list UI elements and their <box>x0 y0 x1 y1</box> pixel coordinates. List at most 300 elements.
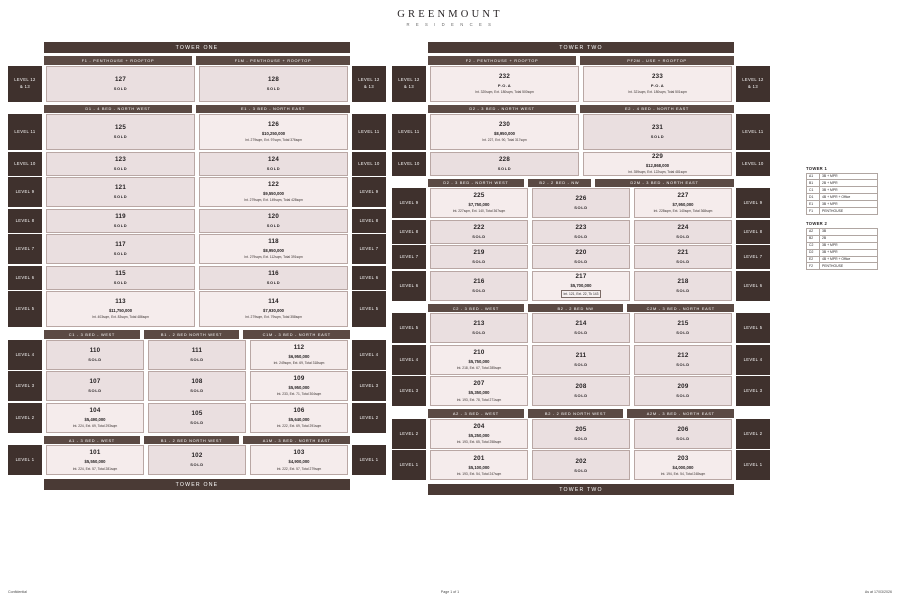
floor-row <box>8 371 386 401</box>
unit-cell[interactable] <box>250 445 348 475</box>
unit-number: 108 <box>191 378 203 386</box>
unit-status: SOLD <box>88 356 102 362</box>
unit-group <box>46 266 348 290</box>
level-label <box>8 266 42 290</box>
group-header: PF2M - USE + ROOFTOP <box>580 56 734 65</box>
level-label-text: LEVEL 9 <box>359 189 379 195</box>
level-label <box>392 450 426 480</box>
unit-status: SOLD <box>676 436 690 442</box>
unit-area: Int. 233, Ext. 71, Total 304sqm <box>276 392 322 397</box>
unit-cell[interactable] <box>634 188 732 218</box>
unit-number: 203 <box>677 454 689 462</box>
unit-area: Int. 321sqm, Ext. 180sqm, Total 501sqm <box>628 89 687 94</box>
unit-status: SOLD <box>190 462 204 468</box>
unit-number: 208 <box>575 383 587 391</box>
level-label <box>352 177 386 207</box>
unit-number: 128 <box>268 75 279 83</box>
level-label-text: LEVEL 12 <box>398 77 420 83</box>
unit-number: 107 <box>89 378 101 386</box>
legend-tower2-desc: 4B + MPR + Office <box>820 256 878 263</box>
unit-price: $8,950,000 <box>263 248 284 254</box>
unit-cell[interactable] <box>199 152 348 176</box>
level-label <box>8 371 42 401</box>
level-label-text: LEVEL 10 <box>14 160 36 166</box>
unit-number: 209 <box>677 383 689 391</box>
brand-header <box>0 0 900 27</box>
group-header: B1 - 2 BED NORTH WEST <box>144 436 240 445</box>
group-header-row <box>428 304 734 313</box>
level-label-text: LEVEL 7 <box>359 246 379 252</box>
unit-cell[interactable] <box>46 291 195 327</box>
unit-price: $5,640,000 <box>288 416 310 422</box>
legend-tower1-code: D1 <box>807 194 820 201</box>
unit-cell[interactable] <box>634 313 732 343</box>
unit-cell[interactable] <box>430 271 528 301</box>
tower-one-banner-top: TOWER ONE <box>44 42 350 53</box>
group-header: F2 - PENTHOUSE + ROOFTOP <box>428 56 576 65</box>
unit-status: SOLD <box>676 233 690 239</box>
unit-number: 224 <box>677 223 689 231</box>
level-label <box>736 271 770 301</box>
level-label-text: LEVEL 3 <box>15 383 35 389</box>
brand-subtitle: R E S I D E N C E S <box>406 22 494 27</box>
floor-row <box>392 245 770 269</box>
level-label-text2: & 13 <box>363 83 375 89</box>
unit-number: 109 <box>293 375 305 383</box>
level-label-text: LEVEL 4 <box>15 351 35 357</box>
level-label-text: LEVEL 4 <box>743 356 763 362</box>
level-label-text: LEVEL 7 <box>399 254 419 260</box>
unit-cell[interactable] <box>634 271 732 301</box>
unit-status: SOLD <box>472 233 486 239</box>
unit-price: $5,550,000 <box>84 459 106 465</box>
group-header: D2M - 3 BED - NORTH EAST <box>595 179 734 188</box>
unit-cell[interactable] <box>430 66 579 102</box>
floor-row <box>8 266 386 290</box>
unit-status: SOLD <box>472 330 486 336</box>
unit-cell[interactable] <box>634 345 732 375</box>
group-header: B2 - 2 BED NW <box>528 304 624 313</box>
unit-status: SOLD <box>113 222 128 228</box>
floor-row <box>392 66 770 102</box>
legend-tower2-row <box>807 256 878 263</box>
legend-tower2-desc: PENTHOUSE <box>820 263 878 270</box>
unit-price: $9,550,000 <box>263 191 284 197</box>
group-header: B1 - 2 BED NORTH WEST <box>144 330 240 339</box>
unit-cell[interactable] <box>430 245 528 269</box>
unit-number: 204 <box>473 423 485 431</box>
unit-cell[interactable] <box>634 220 732 244</box>
group-header: D2 - 3 BED - NORTH WEST <box>428 179 524 188</box>
unit-cell[interactable] <box>250 403 348 433</box>
group-header: E1 - 3 BED - NORTH EAST <box>196 105 350 114</box>
unit-group <box>430 419 732 449</box>
unit-cell[interactable] <box>199 291 348 327</box>
unit-status: SOLD <box>574 361 588 367</box>
legend-tower1-row <box>807 194 878 201</box>
group-header-row <box>44 56 350 65</box>
floor-row <box>392 271 770 301</box>
unit-cell[interactable] <box>46 340 144 370</box>
unit-number: 112 <box>293 343 305 351</box>
brand-title: GREENMOUNT <box>397 9 503 20</box>
unit-cell[interactable] <box>46 266 195 290</box>
level-label-text: LEVEL 2 <box>359 414 379 420</box>
level-label <box>736 313 770 343</box>
unit-number: 102 <box>191 452 203 460</box>
unit-number: 225 <box>473 192 485 200</box>
unit-group <box>46 152 348 176</box>
unit-group <box>46 234 348 264</box>
unit-status: SOLD <box>266 222 281 228</box>
level-label <box>736 220 770 244</box>
unit-cell[interactable] <box>430 345 528 375</box>
unit-status: SOLD <box>497 165 512 171</box>
unit-number: 121 <box>115 184 126 192</box>
unit-cell[interactable] <box>532 220 630 244</box>
unit-status: SOLD <box>190 356 204 362</box>
level-label-text: LEVEL 4 <box>399 356 419 362</box>
level-label-text2: & 13 <box>747 83 759 89</box>
level-label-text: LEVEL 1 <box>399 462 419 468</box>
unit-number: 220 <box>575 249 587 257</box>
unit-status: SOLD <box>113 194 128 200</box>
level-label <box>392 114 426 150</box>
unit-number: 233 <box>652 72 663 80</box>
unit-cell[interactable] <box>634 419 732 449</box>
level-label <box>352 66 386 102</box>
unit-cell[interactable] <box>532 245 630 269</box>
unit-cell[interactable] <box>46 209 195 233</box>
level-label <box>8 403 42 433</box>
level-label-text: LEVEL 5 <box>359 306 379 312</box>
footer-right: As at 17/03/2026 <box>864 590 892 594</box>
group-header-row <box>44 330 350 339</box>
level-label-text: LEVEL 5 <box>399 325 419 331</box>
towers-container <box>8 42 892 495</box>
unit-number: 115 <box>115 269 126 277</box>
unit-cell[interactable] <box>148 445 246 475</box>
floor-row <box>392 152 770 176</box>
floor-row <box>392 114 770 150</box>
unit-cell[interactable] <box>250 371 348 401</box>
unit-status: SOLD <box>88 388 102 394</box>
unit-cell[interactable] <box>583 66 732 102</box>
unit-group <box>430 271 732 301</box>
unit-cell[interactable] <box>46 152 195 176</box>
unit-number: 229 <box>652 152 663 160</box>
unit-price: $5,250,000 <box>468 433 490 439</box>
unit-number: 124 <box>268 155 279 163</box>
level-label-text: LEVEL 3 <box>359 383 379 389</box>
tower-one <box>8 42 386 495</box>
unit-cell[interactable] <box>46 114 195 150</box>
unit-number: 120 <box>268 212 279 220</box>
unit-number: 116 <box>268 269 279 277</box>
unit-status: SOLD <box>676 361 690 367</box>
group-header: A1 - 3 BED - WEST <box>44 436 140 445</box>
level-label-text: LEVEL 11 <box>14 129 36 135</box>
unit-area: Int. 320sqm, Ext. 180sqm, Total 500sqm <box>475 89 534 94</box>
level-label-text: LEVEL 8 <box>399 228 419 234</box>
unit-number: 218 <box>677 277 689 285</box>
unit-number: 117 <box>115 241 126 249</box>
unit-number: 222 <box>473 223 485 231</box>
unit-number: 221 <box>677 249 689 257</box>
unit-cell[interactable] <box>430 114 579 150</box>
unit-status: SOLD <box>676 393 690 399</box>
unit-group <box>430 313 732 343</box>
unit-cell[interactable] <box>199 234 348 264</box>
unit-cell[interactable] <box>430 152 579 176</box>
unit-cell[interactable] <box>430 450 528 480</box>
unit-status: SOLD <box>574 259 588 265</box>
floor-row <box>392 188 770 218</box>
unit-status: SOLD <box>574 467 588 473</box>
unit-price: $4,900,000 <box>288 459 310 465</box>
legend-tower1-desc: 4B + MPR + Office <box>820 194 878 201</box>
unit-status: SOLD <box>190 388 204 394</box>
tower-one-banner-bottom: TOWER ONE <box>44 479 350 490</box>
unit-number: 101 <box>89 449 101 457</box>
unit-group <box>430 245 732 269</box>
unit-group <box>430 220 732 244</box>
level-label <box>352 209 386 233</box>
group-header: A2 - 3 BED - WEST <box>428 409 524 418</box>
legend-tower1-title: TOWER 1 <box>806 166 828 171</box>
unit-status: SOLD <box>113 85 128 91</box>
unit-number: 106 <box>293 406 305 414</box>
unit-cell[interactable] <box>532 419 630 449</box>
unit-cell[interactable] <box>532 450 630 480</box>
unit-status: SOLD <box>574 233 588 239</box>
level-label-text: LEVEL 12 <box>742 77 764 83</box>
unit-cell[interactable] <box>199 66 348 102</box>
legend-tower1-code: E1 <box>807 201 820 208</box>
level-label <box>8 445 42 475</box>
group-header: B2 - 2 BED - NW <box>528 179 591 188</box>
unit-area: Int. 403sqm, Ext. 83sqm, Total 486sqm <box>92 315 149 320</box>
unit-number: 103 <box>293 449 305 457</box>
legend-tower1-desc: 3B + MPR <box>820 201 878 208</box>
unit-cell[interactable] <box>46 177 195 207</box>
group-header: D2 - 3 BED - NORTH WEST <box>428 105 576 114</box>
unit-number: 122 <box>268 181 279 189</box>
level-label <box>736 419 770 449</box>
unit-status: SOLD <box>113 165 128 171</box>
unit-number: 202 <box>575 457 587 465</box>
unit-status: SOLD <box>113 279 128 285</box>
unit-price: $4,000,000 <box>672 464 694 470</box>
legend-tower1-code: B1 <box>807 180 820 187</box>
unit-status: SOLD <box>574 205 588 211</box>
level-label-text: LEVEL 11 <box>742 129 764 135</box>
legend-tower2-code: B2 <box>807 235 820 242</box>
footer-center: Page 1 of 1 <box>440 590 460 594</box>
unit-area: Int. 279sqm, Ext. 79sqm, Total 358sqm <box>245 315 302 320</box>
legend-tower2-row <box>807 242 878 249</box>
level-label-text: LEVEL 8 <box>359 217 379 223</box>
unit-cell[interactable] <box>46 234 195 264</box>
unit-cell[interactable] <box>430 313 528 343</box>
level-label-text: LEVEL 3 <box>743 388 763 394</box>
unit-number: 216 <box>473 277 485 285</box>
level-label-text: LEVEL 2 <box>399 430 419 436</box>
unit-cell[interactable] <box>148 371 246 401</box>
unit-cell[interactable] <box>148 403 246 433</box>
unit-status: SOLD <box>266 165 281 171</box>
level-label-text: LEVEL 1 <box>359 457 379 463</box>
unit-number: 118 <box>268 238 279 246</box>
unit-cell[interactable] <box>532 376 630 406</box>
legend-tower2-desc: 3B + MPR <box>820 249 878 256</box>
unit-cell[interactable] <box>199 114 348 150</box>
group-header-row <box>428 56 734 65</box>
unit-cell[interactable] <box>199 177 348 207</box>
legend-tower2-row <box>807 263 878 270</box>
level-label <box>736 245 770 269</box>
unit-cell[interactable] <box>634 376 732 406</box>
level-label-text2: & 13 <box>19 83 31 89</box>
unit-area: Int. 222, Ext. 57, Total 279sqm <box>276 466 322 471</box>
unit-group <box>430 188 732 218</box>
level-label <box>392 271 426 301</box>
unit-cell[interactable] <box>532 188 630 218</box>
unit-cell[interactable] <box>532 271 630 301</box>
legend-tower2-code: D2 <box>807 249 820 256</box>
unit-cell[interactable] <box>634 450 732 480</box>
tower-two-banner-top: TOWER TWO <box>428 42 734 53</box>
unit-cell[interactable] <box>46 445 144 475</box>
unit-cell[interactable] <box>148 340 246 370</box>
group-header-row <box>428 409 734 418</box>
unit-price: $11,750,000 <box>108 308 133 314</box>
unit-group <box>430 152 732 176</box>
unit-status: SOLD <box>574 393 588 399</box>
legend-tower2-desc: 2B <box>820 235 878 242</box>
level-label <box>352 291 386 327</box>
unit-cell[interactable] <box>430 376 528 406</box>
unit-group <box>430 450 732 480</box>
unit-number: 210 <box>473 348 485 356</box>
legend-tower2-title: TOWER 2 <box>806 221 828 227</box>
unit-cell[interactable] <box>46 403 144 433</box>
level-label <box>352 152 386 176</box>
floor-row <box>392 419 770 449</box>
level-label-text: LEVEL 6 <box>399 282 419 288</box>
level-label <box>736 188 770 218</box>
unit-cell[interactable] <box>532 313 630 343</box>
group-header: C1M - 3 BED - NORTH EAST <box>243 330 350 339</box>
unit-area: Int. 193, Ext. 78, Total 271sqm <box>456 397 502 402</box>
unit-status: SOLD <box>676 330 690 336</box>
legend-tower2-code: A2 <box>807 228 820 235</box>
unit-status: SOLD <box>113 134 128 140</box>
unit-number: 205 <box>575 426 587 434</box>
legend-tower1-row <box>807 201 878 208</box>
unit-cell[interactable] <box>199 266 348 290</box>
level-label-text: LEVEL 6 <box>743 282 763 288</box>
level-label <box>736 114 770 150</box>
legend-tower2-table <box>806 228 878 271</box>
unit-number: 123 <box>115 155 126 163</box>
footer-left: Confidential <box>8 590 27 594</box>
unit-cell[interactable] <box>583 152 732 176</box>
unit-cell[interactable] <box>634 245 732 269</box>
legend-tower1-desc: 3B + MPR <box>820 187 878 194</box>
unit-number: 119 <box>115 212 126 220</box>
group-header: B2 - 2 BED NORTH WEST <box>528 409 624 418</box>
unit-number: 110 <box>89 346 101 354</box>
unit-number: 228 <box>499 155 510 163</box>
unit-number: 226 <box>575 195 587 203</box>
unit-number: 223 <box>575 223 587 231</box>
unit-number: 212 <box>677 351 689 359</box>
level-label <box>352 340 386 370</box>
tower-two-banner-bottom: TOWER TWO <box>428 484 734 495</box>
level-label <box>392 220 426 244</box>
unit-number: 111 <box>191 346 203 354</box>
level-label-text: LEVEL 5 <box>15 306 35 312</box>
level-label <box>352 403 386 433</box>
unit-number: 211 <box>575 351 587 359</box>
footer <box>8 590 892 594</box>
legend-tower2-desc: 3B + MPR <box>820 242 878 249</box>
unit-group <box>46 445 348 475</box>
level-label-text: LEVEL 8 <box>743 228 763 234</box>
unit-cell[interactable] <box>430 419 528 449</box>
floor-row <box>8 66 386 102</box>
unit-cell[interactable] <box>430 220 528 244</box>
legend-tower1-code: A1 <box>807 173 820 180</box>
level-label <box>352 266 386 290</box>
unit-price: $5,750,000 <box>468 358 490 364</box>
group-header: C2 - 3 BED - WEST <box>428 304 524 313</box>
level-label <box>736 345 770 375</box>
unit-number: 214 <box>575 320 587 328</box>
level-label-text: LEVEL 12 <box>358 77 380 83</box>
unit-number: 206 <box>677 426 689 434</box>
level-label <box>352 234 386 264</box>
floor-row <box>8 340 386 370</box>
unit-cell[interactable] <box>199 209 348 233</box>
unit-number: 125 <box>115 124 126 132</box>
level-label-text: LEVEL 2 <box>15 414 35 420</box>
group-header: D1 - 4 BED - NORTH WEST <box>44 105 192 114</box>
legend-tower2-row <box>807 249 878 256</box>
unit-group <box>46 177 348 207</box>
unit-cell[interactable] <box>250 340 348 370</box>
group-header-row <box>428 179 734 188</box>
unit-cell[interactable] <box>583 114 732 150</box>
level-label <box>352 114 386 150</box>
unit-cell[interactable] <box>46 66 195 102</box>
level-label-text: LEVEL 12 <box>14 77 36 83</box>
unit-cell[interactable] <box>532 345 630 375</box>
group-header-row <box>428 105 734 114</box>
unit-area: Int. 227sqm, Ext. 140, Total 367sqm <box>452 209 506 214</box>
unit-cell[interactable] <box>430 188 528 218</box>
unit-number: 213 <box>473 320 485 328</box>
level-label <box>736 152 770 176</box>
level-label-text2: & 13 <box>403 83 415 89</box>
unit-area: Int. 359sqm, Ext. 122sqm, Total 481sqm <box>628 169 687 174</box>
level-label <box>736 450 770 480</box>
unit-cell[interactable] <box>46 371 144 401</box>
unit-number: 104 <box>89 406 101 414</box>
floor-row <box>8 114 386 150</box>
unit-number: 105 <box>191 409 203 417</box>
